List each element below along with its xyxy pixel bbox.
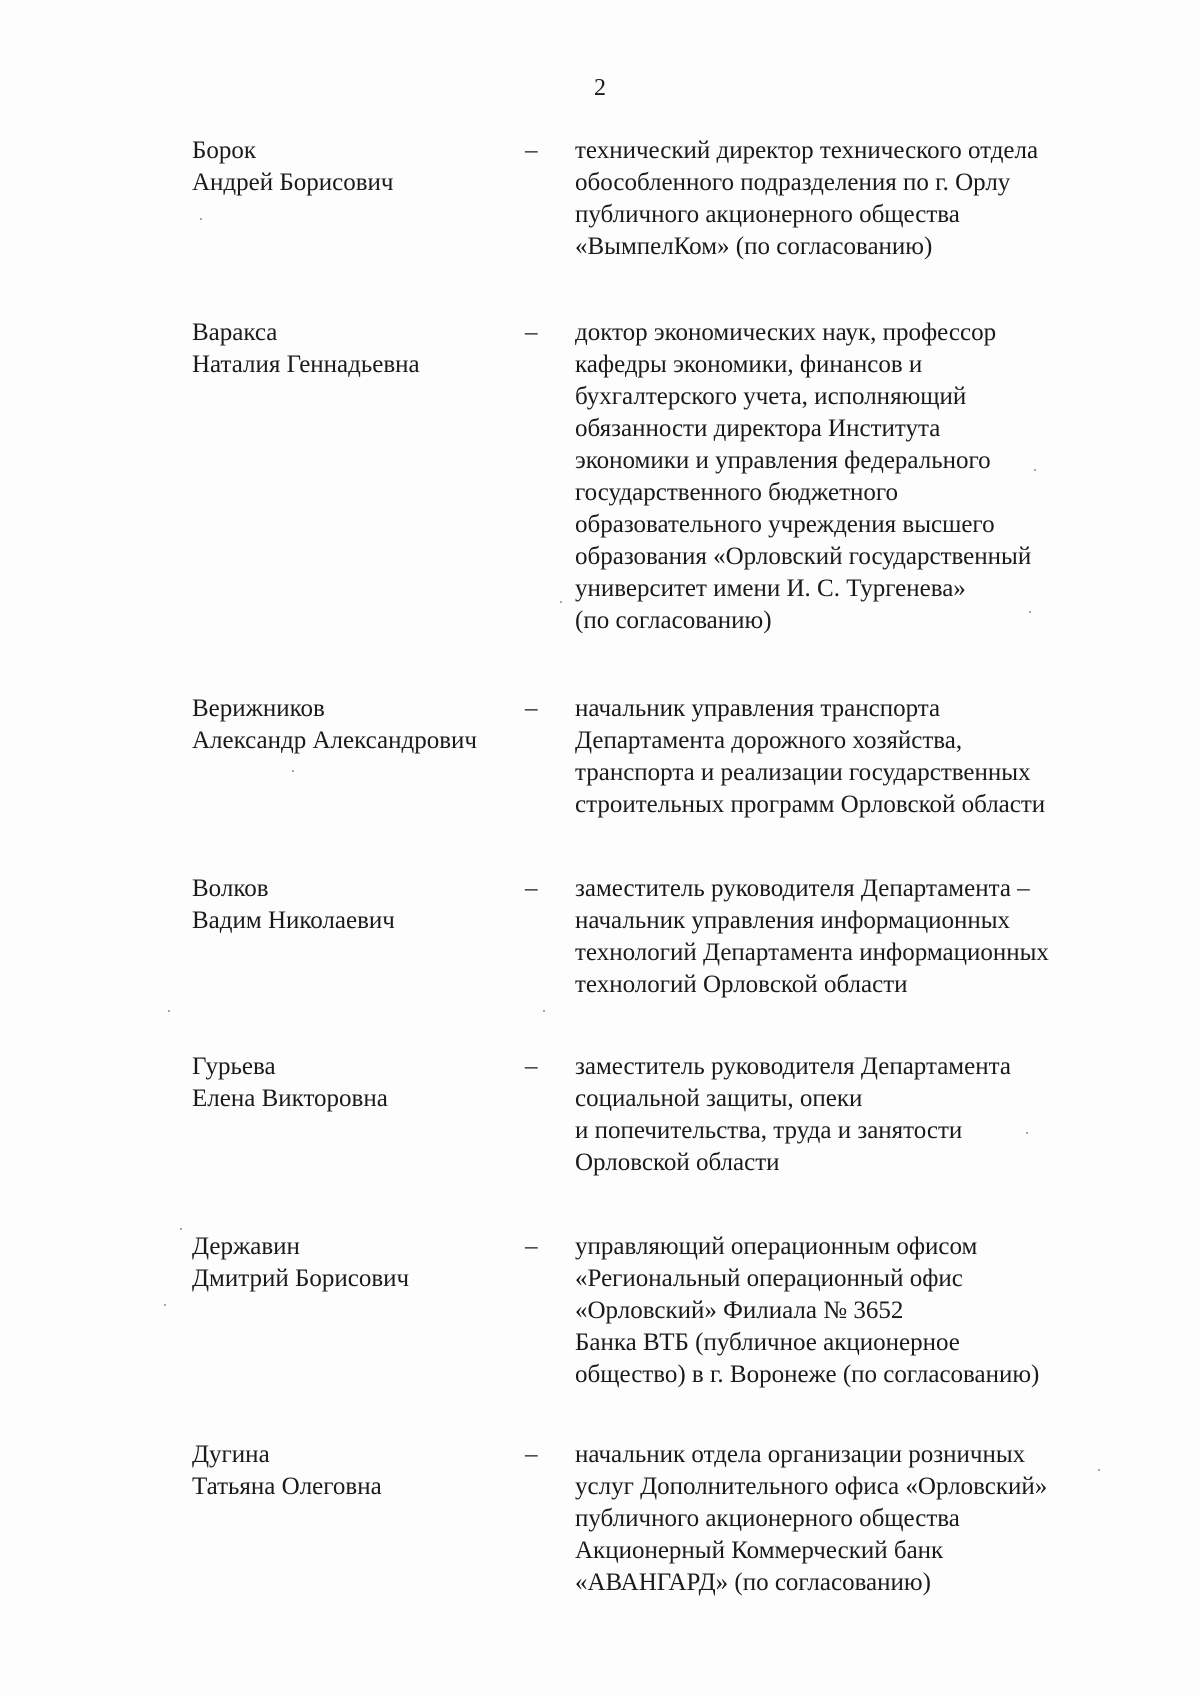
member-position: управляющий операционным офисом «Региональный операционный офис «Орловский» Филиала № 3652 Банка ВТБ (публичное акционерное общество) в г. Воронеже (по согласованию) [575,1233,1040,1388]
member-position: начальник управления транспорта Департамента дорожного хозяйства, транспорта и реализации государственных строительных программ Орловской области [575,695,1046,818]
scan-speck [1029,611,1031,613]
separator-dash: – [525,1441,538,1468]
member-name: Волков Вадим Николаевич [192,875,395,934]
separator-dash: – [525,137,538,164]
scan-speck [164,1304,166,1306]
member-position: заместитель руководителя Департамента – начальник управления информационных технологий Департамента информационных технологий Орловской области [575,875,1049,998]
separator-dash: – [525,695,538,722]
scan-speck [1098,1469,1100,1471]
member-position: заместитель руководителя Департамента социальной защиты, опеки и попечительства, труда и занятости Орловской области [575,1053,1011,1176]
member-position: доктор экономических наук, профессор кафедры экономики, финансов и бухгалтерского учета, исполняющий обязанности директора Института экономики и управления федерального государственного бюджетного образовательного учреждения высшего образования «Орловский государственный университет имени И. С. Тургенева» (по согласованию) [575,319,1032,634]
member-name: Борок Андрей Борисович [192,137,394,196]
scan-speck [543,1010,545,1012]
scan-speck [292,770,294,772]
member-name: Варакса Наталия Геннадьевна [192,319,420,378]
member-name: Верижников Александр Александрович [192,695,477,754]
separator-dash: – [525,875,538,902]
member-name: Гурьева Елена Викторовна [192,1053,388,1112]
separator-dash: – [525,319,538,346]
separator-dash: – [525,1053,538,1080]
page-number: 2 [594,75,606,101]
member-position: начальник отдела организации розничных услуг Дополнительного офиса «Орловский» публичного акционерного общества Акционерный Коммерческий банк «АВАНГАРД» (по согласованию) [575,1441,1048,1596]
separator-dash: – [525,1233,538,1260]
scan-speck [180,1228,182,1230]
member-name: Державин Дмитрий Борисович [192,1233,410,1292]
member-name: Дугина Татьяна Олеговна [192,1441,382,1500]
scan-speck [1026,1132,1028,1134]
member-position: технический директор технического отдела обособленного подразделения по г. Орлу публичного акционерного общества «ВымпелКом» (по согласованию) [575,137,1039,260]
scan-speck [560,601,562,603]
scan-speck [1034,469,1036,471]
scan-speck [168,1010,170,1012]
scan-speck [200,218,202,220]
